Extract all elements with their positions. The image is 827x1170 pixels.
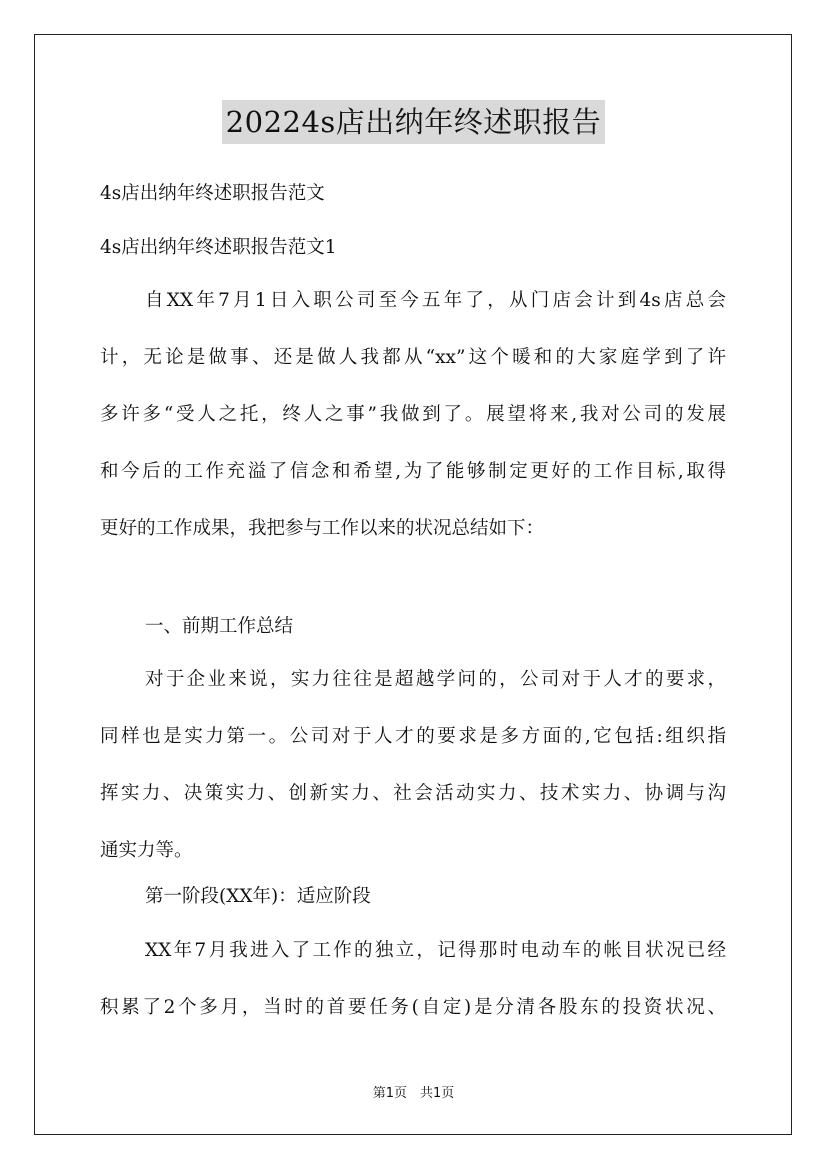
section-heading: 一、前期工作总结 [145,616,294,637]
paragraph-1 [100,288,726,573]
subtitle-1: 4s店出纳年终述职报告范文 [100,183,325,204]
paragraph-3 [100,938,726,1052]
subtitle-2: 4s店出纳年终述职报告范文1 [100,237,337,258]
paragraph-line: 积累了2个多月，当时的首要任务(自定)是分清各股东的投资状况、 [100,997,726,1018]
stage-heading: 第一阶段(XX年)：适应阶段 [145,886,371,907]
paragraph-line: 自XX年7月1日入职公司至今五年了，从门店会计到4s店总会 [145,290,726,311]
paragraph-line: 计，无论是做事、还是做人我都从“xx”这个暖和的大家庭学到了许 [100,347,726,368]
page-number: 第1页 共1页 [372,1086,455,1101]
paragraph-2 [100,667,726,895]
paragraph-line: 同样也是实力第一。公司对于人才的要求是多方面的,它包括:组织指 [100,726,726,747]
paragraph-line: XX年7月我进入了工作的独立，记得那时电动车的帐目状况已经 [145,940,726,961]
paragraph-line: 挥实力、决策实力、创新实力、社会活动实力、技术实力、协调与沟 [100,783,726,804]
paragraph-line: 对于企业来说，实力往往是超越学问的，公司对于人才的要求， [145,669,726,690]
paragraph-line: 和今后的工作充溢了信念和希望,为了能够制定更好的工作目标,取得 [100,461,726,482]
document-title: 20224s店出纳年终述职报告 [222,100,606,144]
paragraph-line: 通实力等。 [100,840,193,861]
title-container [0,100,827,144]
paragraph-line: 多许多“受人之托，终人之事”我做到了。展望将来,我对公司的发展 [100,404,726,425]
paragraph-line: 更好的工作成果，我把参与工作以来的状况总结如下： [100,518,545,539]
